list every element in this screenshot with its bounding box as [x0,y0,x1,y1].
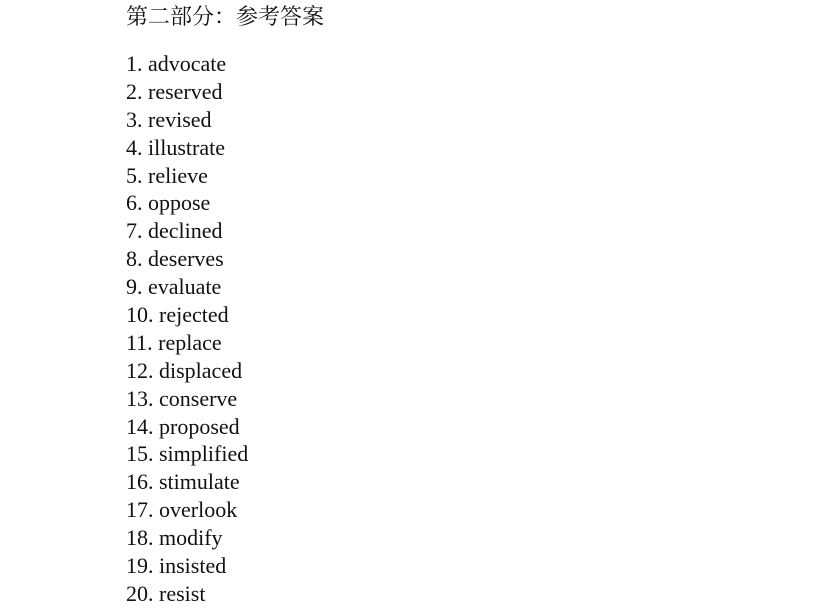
answer-item: 10. rejected [126,302,229,328]
answer-item: 3. revised [126,106,212,132]
answer-item: 2. reserved [126,78,223,104]
answer-item: 18. modify [126,525,223,551]
answer-item: 20. resist [126,580,206,606]
section-heading: 第二部分：参考答案 [126,5,325,30]
answer-item: 8. deserves [126,246,224,272]
answer-item: 12. displaced [126,357,243,383]
answer-item: 11. replace [126,329,222,355]
answer-item: 6. oppose [126,190,211,216]
answer-item: 7. declined [126,218,223,244]
answer-item: 15. simplified [126,441,249,467]
answer-list [126,50,248,608]
answer-item: 4. illustrate [126,134,225,160]
answer-item: 17. overlook [126,497,238,523]
answer-item: 16. stimulate [126,469,240,495]
answer-item: 5. relieve [126,162,208,188]
answer-item: 14. proposed [126,413,240,439]
answer-item: 19. insisted [126,553,227,579]
answer-item: 9. evaluate [126,274,222,300]
answer-item: 1. advocate [126,51,227,76]
answer-item: 13. conserve [126,385,238,411]
